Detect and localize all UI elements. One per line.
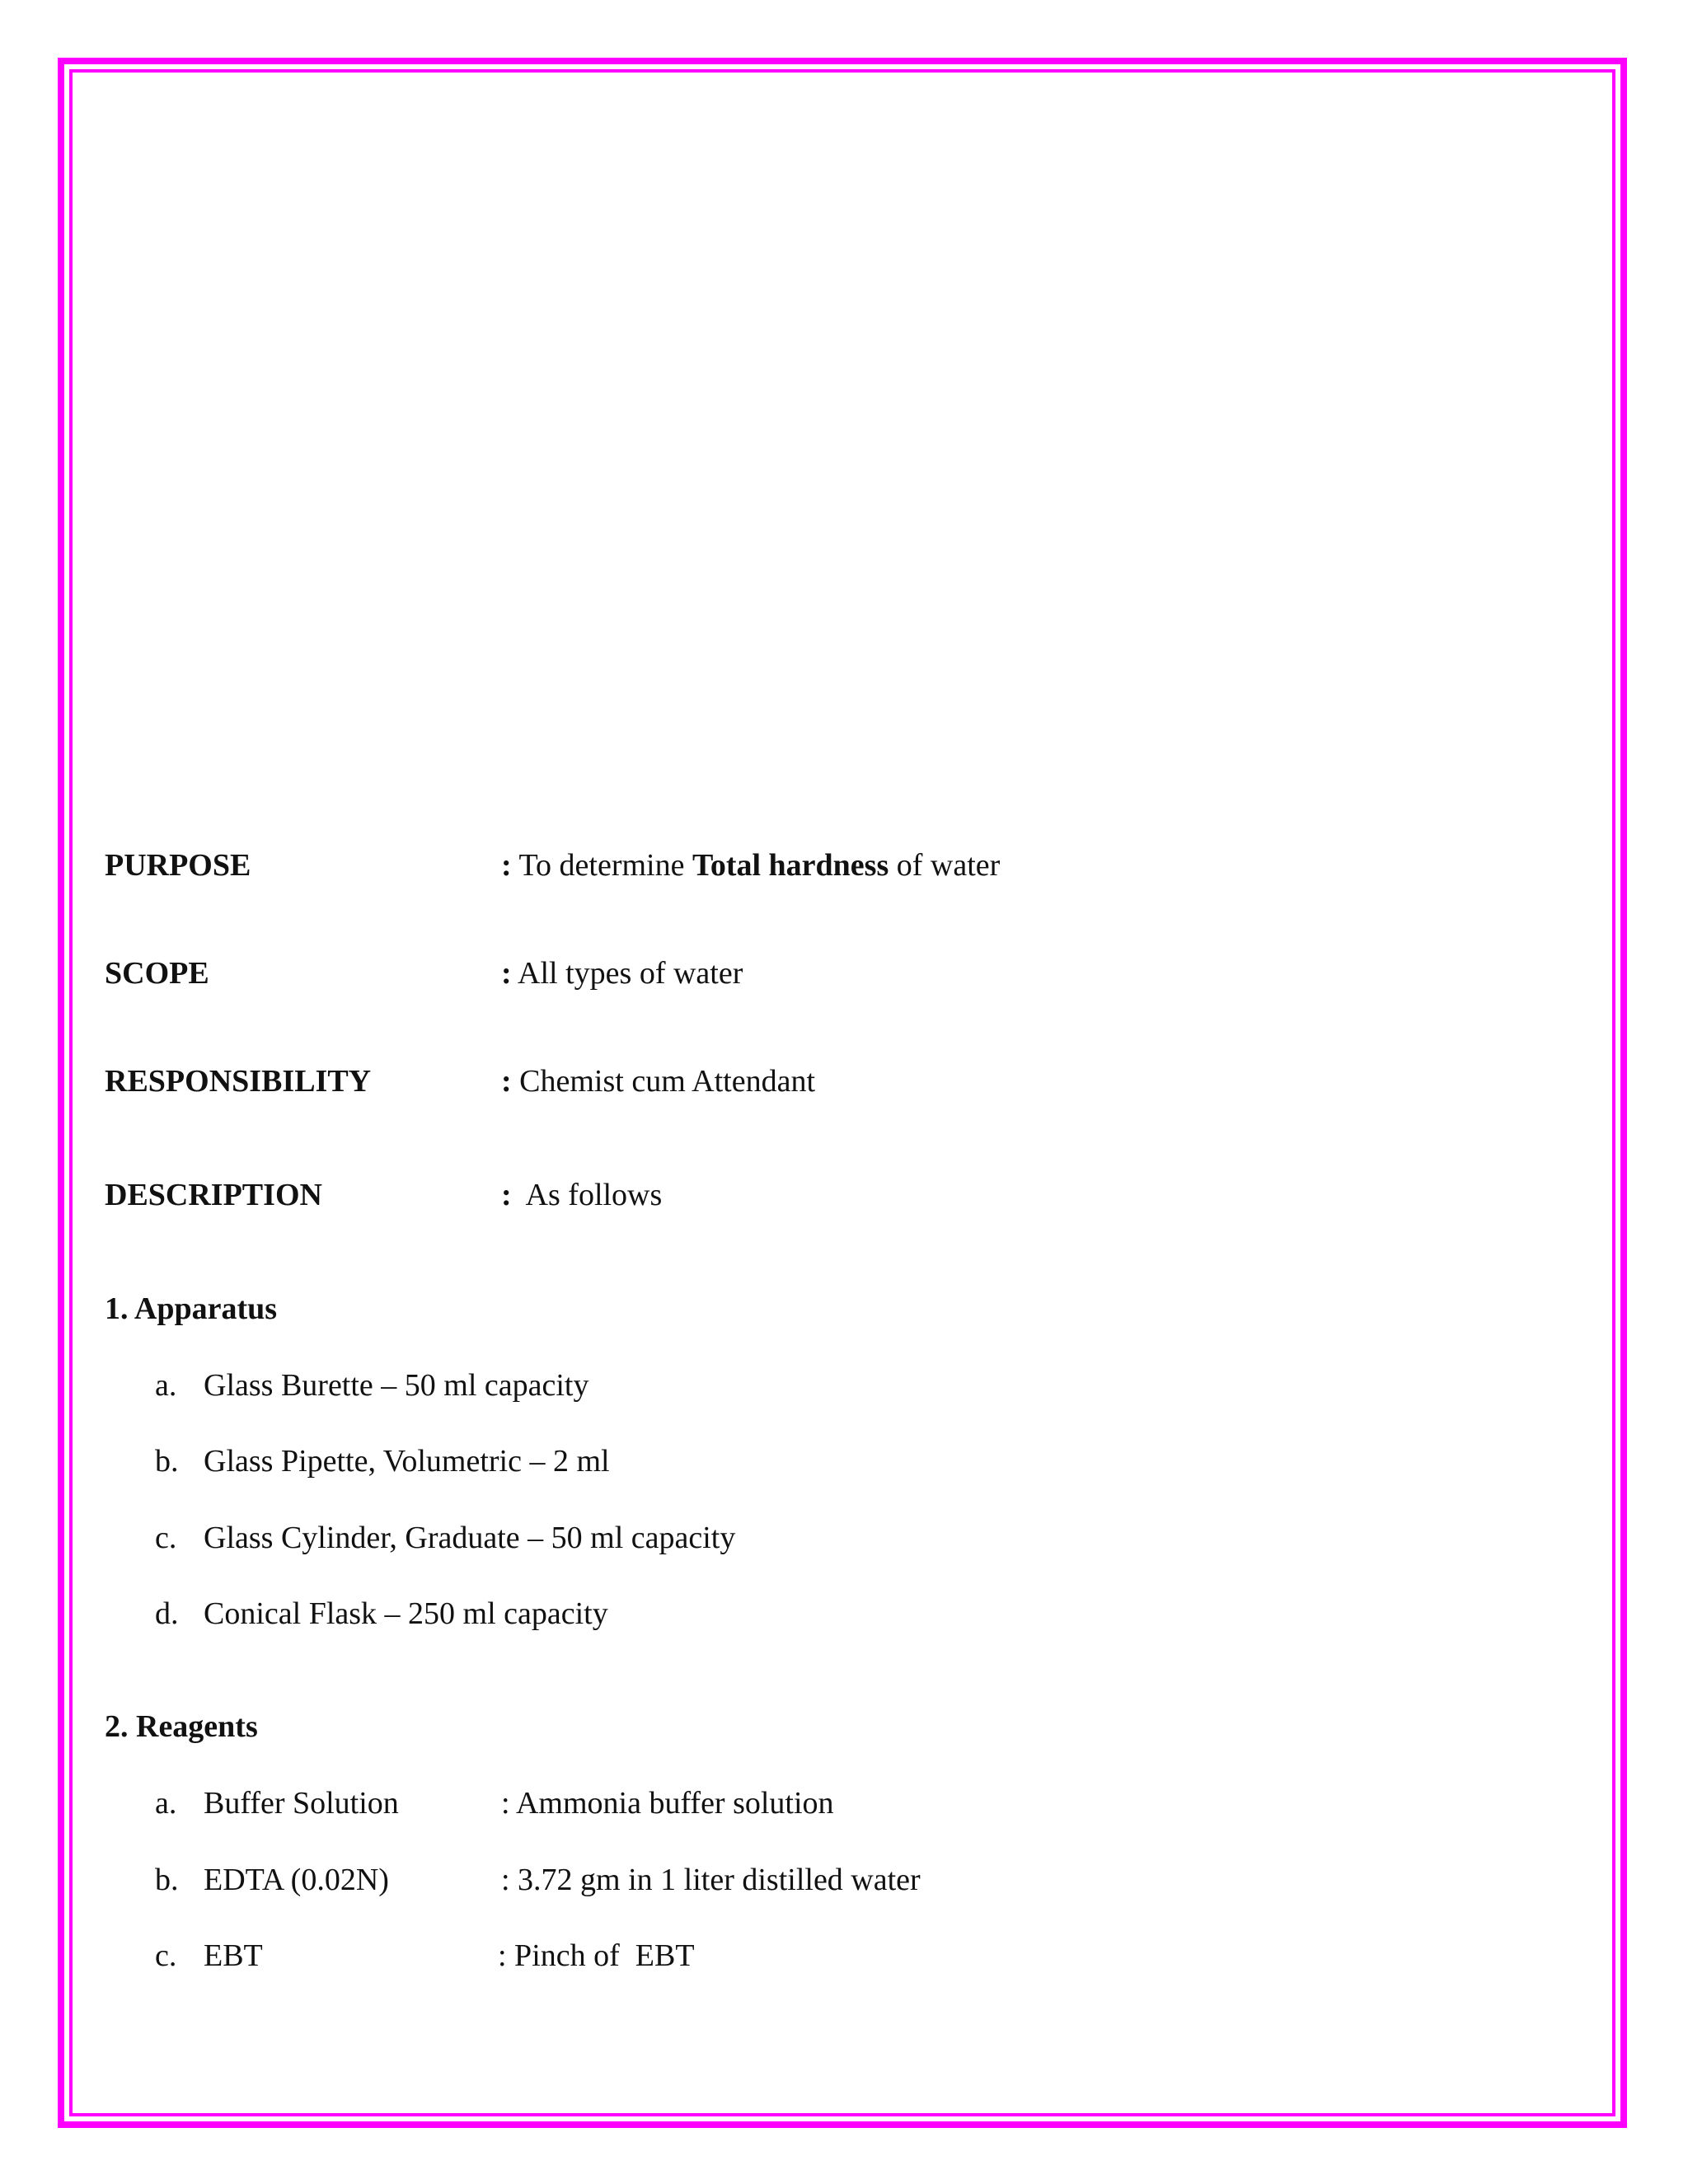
purpose-text-pre: To determine xyxy=(511,848,692,883)
purpose-colon: : xyxy=(501,848,512,883)
reagent-item-name: Buffer Solution xyxy=(204,1786,399,1821)
description-colon: : xyxy=(501,1178,512,1212)
purpose-text-bold: Total hardness xyxy=(692,848,889,883)
responsibility-value xyxy=(501,1062,815,1100)
reagents-heading: 2. Reagents xyxy=(105,1709,258,1744)
scope-value xyxy=(501,954,743,992)
reagent-item-value: : Pinch of EBT xyxy=(498,1938,695,1973)
reagent-item-marker: a. xyxy=(155,1786,177,1821)
responsibility-label: RESPONSIBILITY xyxy=(105,1064,372,1099)
apparatus-item: Glass Burette – 50 ml capacity xyxy=(204,1368,589,1403)
apparatus-heading: 1. Apparatus xyxy=(105,1291,278,1326)
reagent-item-name: EDTA (0.02N) xyxy=(204,1863,389,1897)
scope-text: All types of water xyxy=(511,956,743,991)
responsibility-text: Chemist cum Attendant xyxy=(511,1064,816,1099)
reagent-item-name: EBT xyxy=(204,1938,263,1973)
description-value xyxy=(501,1176,662,1214)
scope-colon: : xyxy=(501,956,512,991)
responsibility-colon: : xyxy=(501,1064,512,1099)
purpose-value xyxy=(501,846,1000,884)
reagent-item-marker: c. xyxy=(155,1938,177,1973)
apparatus-item: Glass Pipette, Volumetric – 2 ml xyxy=(204,1444,610,1479)
apparatus-item-marker: b. xyxy=(155,1444,179,1479)
scope-label: SCOPE xyxy=(105,956,209,991)
apparatus-item: Conical Flask – 250 ml capacity xyxy=(204,1596,608,1631)
apparatus-item-marker: c. xyxy=(155,1521,177,1555)
purpose-text-post: of water xyxy=(889,848,1001,883)
reagent-item-value: : Ammonia buffer solution xyxy=(501,1786,834,1821)
description-label: DESCRIPTION xyxy=(105,1178,322,1212)
apparatus-item-marker: a. xyxy=(155,1368,177,1403)
reagent-item-marker: b. xyxy=(155,1863,179,1897)
reagent-item-value: : 3.72 gm in 1 liter distilled water xyxy=(501,1863,921,1897)
apparatus-item: Glass Cylinder, Graduate – 50 ml capacity xyxy=(204,1521,736,1555)
description-text: As follows xyxy=(511,1178,663,1212)
apparatus-item-marker: d. xyxy=(155,1596,179,1631)
purpose-label: PURPOSE xyxy=(105,848,251,883)
